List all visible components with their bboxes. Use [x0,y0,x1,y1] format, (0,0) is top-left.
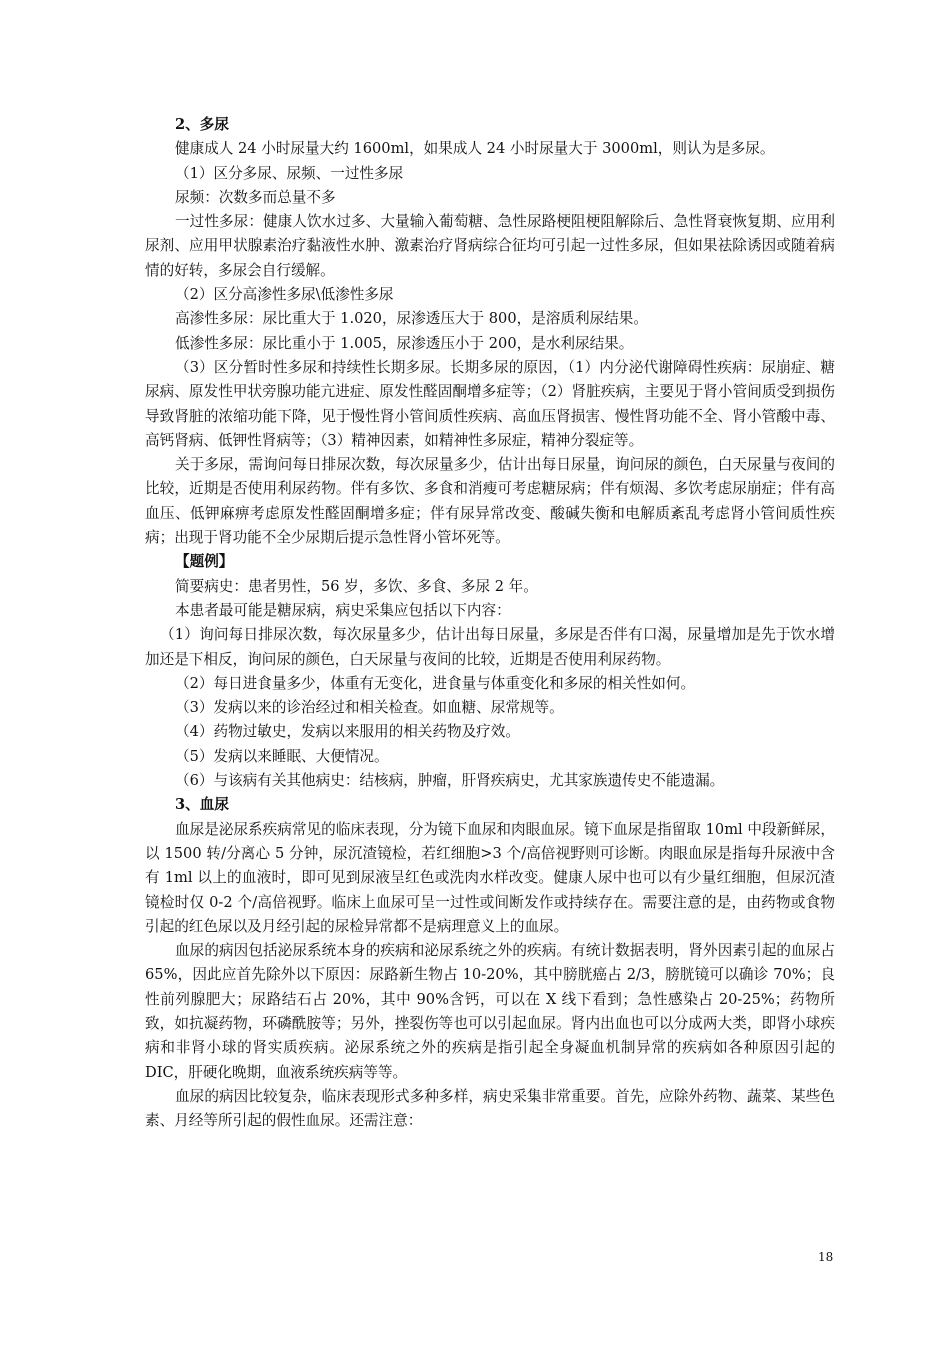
inquiry-paragraph: 关于多尿，需询问每日排尿次数，每次尿量多少，估计出每日尿量，询问尿的颜色，白天尿量与夜间的比较，近期是否使用利尿药物。伴有多饮、多食和消瘦可考虑糖尿病；伴有烦渴、多饮考虑尿崩症；伴有高血压、低钾麻痹考虑原发性醛固酮增多症；伴有尿异常改变、酸碱失衡和电解质紊乱考虑肾小管间质性疾病；出现于肾功能不全少尿期后提示急性肾小管坏死等。 [145,456,835,547]
list-item: （5）发病以来睡眠、大便情况。 [175,747,389,765]
list-item: （1）询问每日排尿次数，每次尿量多少，估计出每日尿量，多尿是否伴有口渴，尿量增加是先于饮水增加还是下相反，询问尿的颜色，白天尿量与夜间的比较，近期是否使用利尿药物。 [145,626,835,668]
subheading-3-paragraph: （3）区分暂时性多尿和持续性长期多尿。长期多尿的原因，（1）内分泌代谢障碍性疾病：尿崩症、糖尿病、原发性甲状旁腺功能亢进症、原发性醛固酮增多症等；（2）肾脏疾病，主要见于肾小管间质受到损伤导致肾脏的浓缩功能下降，见于慢性肾小管间质性疾病、高血压肾损害、慢性肾功能不全、肾小管酸中毒、高钙肾病、低钾性肾病等；（3）精神因素，如精神性多尿症，精神分裂症等。 [145,358,835,449]
polyuria-intro: 健康成人 24 小时尿量大约 1600ml，如果成人 24 小时尿量大于 3000ml，则认为是多尿。 [175,140,775,158]
hematuria-paragraph-2: 血尿的病因包括泌尿系统本身的疾病和泌尿系统之外的疾病。有统计数据表明，肾外因素引起的血尿占 65%，因此应首先除外以下原因：尿路新生物占 10-20%，其中膀胱癌占 2/3，膀胱镜可以确诊 70%；良性前列腺肥大；尿路结石占 20%，其中 90%含钙，可以在 X 线下看到；急性感染占 20-25%；药物所致，如抗凝药物，环磷酰胺等；另外，挫裂伤等也可以引起血尿。肾内出血也可以分成两大类，即肾小球疾病和非肾小球的肾实质疾病。泌尿系统之外的疾病是指引起全身凝血机制异常的疾病如各种原因引起的 DIC，肝硬化晚期，血液系统疾病等等。 [145,942,835,1081]
heading-polyuria: 2、多尿 [175,116,229,133]
page-body [145,113,835,1133]
high-osmotic-polyuria: 高渗性多尿：尿比重大于 1.020，尿渗透压大于 800，是溶质利尿结果。 [175,310,648,328]
hematuria-paragraph-1: 血尿是泌尿系疾病常见的临床表现，分为镜下血尿和肉眼血尿。镜下血尿是指留取 10ml 中段新鲜尿，以 1500 转/分离心 5 分钟，尿沉渣镜检，若红细胞>3 个/高倍视野则可诊断。肉眼血尿是指每升尿液中含有 1ml 以上的血液时，即可见到尿液呈红色或洗肉水样改变。健康人尿中也可以有少量红细胞，但尿沉渣镜检时仅 0-2 个/高倍视野。临床上血尿可呈一过性或间断发作或持续存在。需要注意的是，由药物或食物引起的红色尿以及月经引起的尿检异常都不是病理意义上的血尿。 [145,820,835,935]
list-item: （3）发病以来的诊治经过和相关检查。如血糖、尿常规等。 [175,699,564,717]
case-history: 简要病史：患者男性，56 岁，多饮、多食、多尿 2 年。 [175,577,538,595]
subheading-1: （1）区分多尿、尿频、一过性多尿 [175,164,404,182]
hematuria-paragraph-3: 血尿的病因比较复杂，临床表现形式多种多样，病史采集非常重要。首先，应除外药物、蔬菜、某些色素、月经等所引起的假性血尿。还需注意： [145,1087,835,1130]
example-label: 【题例】 [175,553,234,571]
subheading-2: （2）区分高渗性多尿\低渗性多尿 [175,286,394,304]
page-number: 18 [818,1250,834,1264]
list-item: （2）每日进食量多少，体重有无变化，进食量与体重变化和多尿的相关性如何。 [175,674,696,692]
transient-polyuria: 一过性多尿：健康人饮水过多、大量输入葡萄糖、急性尿路梗阻梗阻解除后、急性肾衰恢复期、应用利尿剂、应用甲状腺素治疗黏液性水肿、激素治疗肾病综合征均可引起一过性多尿，但如果祛除诱因或随着病情的好转，多尿会自行缓解。 [145,213,835,279]
case-lead: 本患者最可能是糖尿病，病史采集应包括以下内容： [175,601,511,619]
list-item: （6）与该病有关其他病史：结核病，肿瘤，肝肾疾病史，尤其家族遗传史不能遗漏。 [175,772,725,790]
frequency-definition: 尿频：次数多而总量不多 [175,188,336,206]
list-item: （4）药物过敏史，发病以来服用的相关药物及疗效。 [175,723,520,741]
low-osmotic-polyuria: 低渗性多尿：尿比重小于 1.005，尿渗透压小于 200，是水利尿结果。 [175,334,634,352]
heading-hematuria: 3、血尿 [175,796,229,814]
